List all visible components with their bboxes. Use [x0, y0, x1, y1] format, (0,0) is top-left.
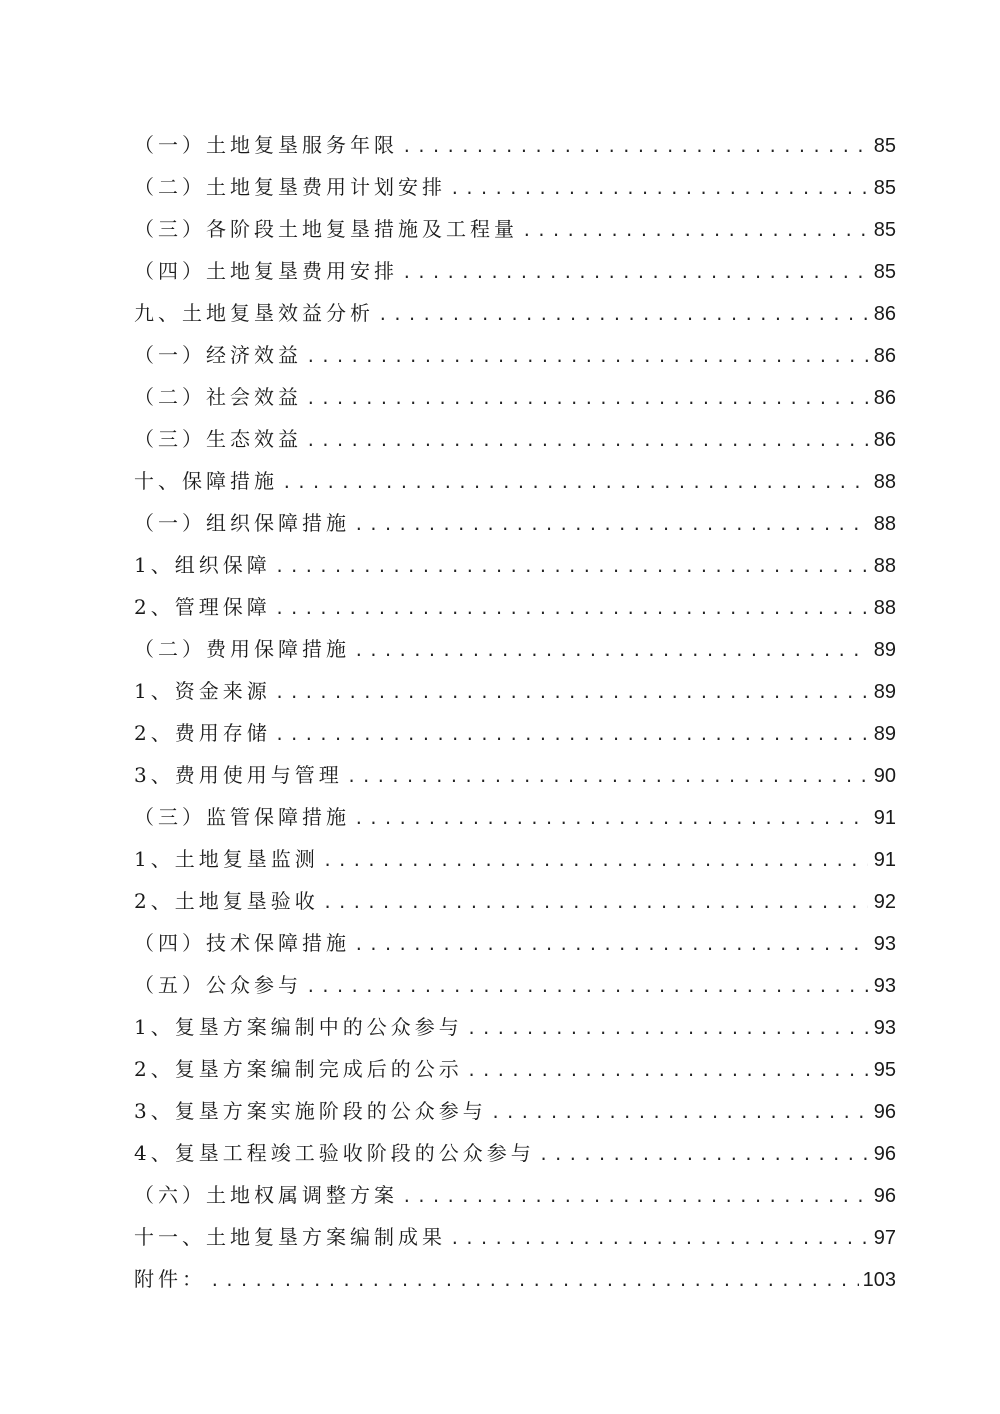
toc-entry-page: 92: [873, 891, 896, 913]
dot-leader: [539, 1134, 868, 1176]
toc-entry-label: （一）组织保障措施: [134, 511, 350, 535]
dot-leader: [347, 756, 868, 798]
toc-entry-page: 86: [873, 429, 896, 451]
dot-leader: [306, 420, 868, 462]
toc-entry-page: 96: [873, 1185, 896, 1207]
toc-entry-page: 85: [873, 261, 896, 283]
toc-entry-label: 十一、土地复垦方案编制成果: [134, 1225, 446, 1249]
toc-entry-label: （五）公众参与: [134, 973, 302, 997]
dot-leader: [306, 336, 868, 378]
toc-entry-label: 附件：: [134, 1267, 206, 1291]
toc-entry-page: 93: [873, 933, 896, 955]
toc-entry-page: 86: [873, 387, 896, 409]
toc-entry-label: （一）土地复垦服务年限: [134, 133, 398, 157]
toc-entry[interactable]: [134, 460, 896, 502]
toc-entry-page: 95: [873, 1059, 896, 1081]
toc-entry[interactable]: [134, 1258, 896, 1300]
dot-leader: [282, 462, 868, 504]
toc-entry-label: 2、复垦方案编制完成后的公示: [134, 1057, 463, 1081]
toc-entry[interactable]: [134, 208, 896, 250]
toc-entry[interactable]: [134, 838, 896, 880]
dot-leader: [354, 798, 868, 840]
dot-leader: [402, 1176, 868, 1218]
toc-entry-page: 96: [873, 1101, 896, 1123]
toc-entry[interactable]: [134, 1006, 896, 1048]
toc-entry[interactable]: [134, 586, 896, 628]
toc-entry[interactable]: [134, 628, 896, 670]
toc-entry[interactable]: [134, 1048, 896, 1090]
dot-leader: [522, 210, 868, 252]
toc-entry[interactable]: [134, 670, 896, 712]
dot-leader: [491, 1092, 868, 1134]
dot-leader: [275, 672, 868, 714]
toc-entry[interactable]: [134, 250, 896, 292]
toc-entry[interactable]: [134, 376, 896, 418]
toc-entry-page: 85: [873, 177, 896, 199]
dot-leader: [354, 630, 868, 672]
toc-entry-page: 97: [873, 1227, 896, 1249]
toc-entry-label: 2、土地复垦验收: [134, 889, 319, 913]
toc-entry[interactable]: [134, 292, 896, 334]
dot-leader: [306, 966, 868, 1008]
toc-entry-label: 1、组织保障: [134, 553, 271, 577]
dot-leader: [275, 588, 868, 630]
toc-entry[interactable]: [134, 334, 896, 376]
dot-leader: [323, 840, 868, 882]
toc-entry-label: 九、土地复垦效益分析: [134, 301, 374, 325]
toc-entry-page: 88: [873, 555, 896, 577]
toc-entry-label: 2、费用存储: [134, 721, 271, 745]
toc-entry-page: 88: [873, 597, 896, 619]
toc-entry[interactable]: [134, 754, 896, 796]
dot-leader: [450, 168, 868, 210]
toc-entry[interactable]: [134, 1216, 896, 1258]
toc-entry[interactable]: [134, 964, 896, 1006]
dot-leader: [402, 126, 868, 168]
toc-entry-page: 88: [873, 513, 896, 535]
dot-leader: [467, 1050, 868, 1092]
toc-entry[interactable]: [134, 418, 896, 460]
toc-entry-label: （三）生态效益: [134, 427, 302, 451]
toc-entry-page: 85: [873, 219, 896, 241]
toc-entry-label: （四）土地复垦费用安排: [134, 259, 398, 283]
dot-leader: [306, 378, 868, 420]
toc-entry-page: 93: [873, 975, 896, 997]
dot-leader: [450, 1218, 868, 1260]
toc-entry-page: 93: [873, 1017, 896, 1039]
toc-entry-page: 86: [873, 303, 896, 325]
toc-entry[interactable]: [134, 796, 896, 838]
toc-entry[interactable]: [134, 880, 896, 922]
dot-leader: [354, 924, 868, 966]
toc-entry[interactable]: [134, 166, 896, 208]
toc-entry[interactable]: [134, 1174, 896, 1216]
toc-entry-page: 88: [873, 471, 896, 493]
toc-entry[interactable]: [134, 124, 896, 166]
toc-entry-page: 85: [873, 135, 896, 157]
toc-entry-page: 89: [873, 681, 896, 703]
toc-entry-page: 103: [862, 1269, 896, 1291]
toc-entry-label: 2、管理保障: [134, 595, 271, 619]
toc-entry[interactable]: [134, 712, 896, 754]
dot-leader: [323, 882, 868, 924]
toc-entry[interactable]: [134, 502, 896, 544]
toc-entry-label: 3、费用使用与管理: [134, 763, 343, 787]
dot-leader: [467, 1008, 868, 1050]
toc-entry-page: 89: [873, 723, 896, 745]
toc-entry-page: 91: [873, 807, 896, 829]
toc-entry[interactable]: [134, 544, 896, 586]
toc-entry-label: （三）监管保障措施: [134, 805, 350, 829]
toc-entry-label: 十、保障措施: [134, 469, 278, 493]
toc-entry-label: （六）土地权属调整方案: [134, 1183, 398, 1207]
toc-entry-label: 1、资金来源: [134, 679, 271, 703]
dot-leader: [210, 1260, 859, 1302]
toc-entry-page: 86: [873, 345, 896, 367]
toc-entry-label: （三）各阶段土地复垦措施及工程量: [134, 217, 518, 241]
toc-entry[interactable]: [134, 1132, 896, 1174]
toc-entry-label: （四）技术保障措施: [134, 931, 350, 955]
dot-leader: [275, 546, 868, 588]
toc-entry-page: 90: [873, 765, 896, 787]
toc-entry-label: （二）社会效益: [134, 385, 302, 409]
dot-leader: [275, 714, 868, 756]
dot-leader: [378, 294, 868, 336]
toc-entry[interactable]: [134, 1090, 896, 1132]
toc-entry-label: 1、复垦方案编制中的公众参与: [134, 1015, 463, 1039]
toc-entry-page: 96: [873, 1143, 896, 1165]
dot-leader: [402, 252, 868, 294]
toc-entry-label: 4、复垦工程竣工验收阶段的公众参与: [134, 1141, 535, 1165]
toc-entry-page: 91: [873, 849, 896, 871]
toc-entry[interactable]: [134, 922, 896, 964]
toc-entry-label: （一）经济效益: [134, 343, 302, 367]
toc-entry-label: 3、复垦方案实施阶段的公众参与: [134, 1099, 487, 1123]
toc-entry-page: 89: [873, 639, 896, 661]
toc-entry-label: （二）土地复垦费用计划安排: [134, 175, 446, 199]
toc-entry-label: （二）费用保障措施: [134, 637, 350, 661]
table-of-contents: [134, 124, 896, 1300]
dot-leader: [354, 504, 868, 546]
toc-entry-label: 1、土地复垦监测: [134, 847, 319, 871]
